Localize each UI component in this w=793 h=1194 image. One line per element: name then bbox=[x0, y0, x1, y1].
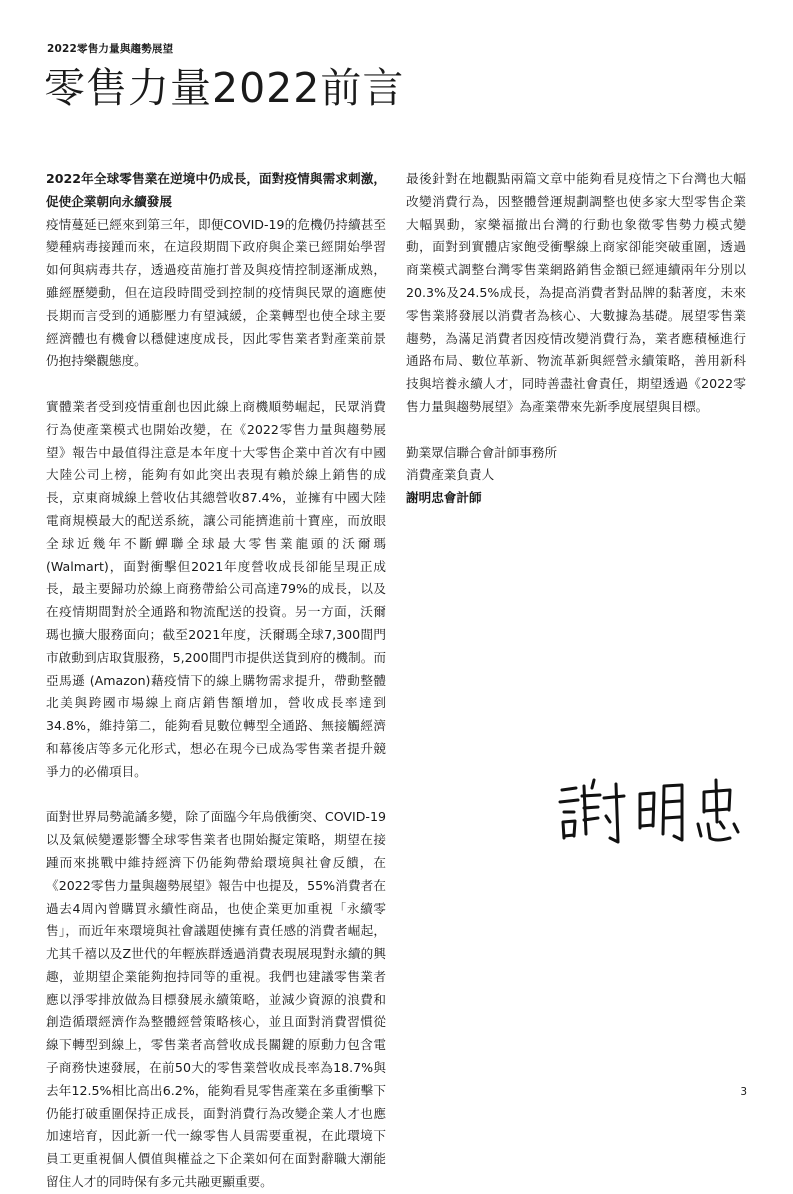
paragraph-3: 面對世界局勢詭譎多變，除了面臨今年烏俄衝突、COVID-19以及氣候變遷影響全球零售業者也開始擬定策略，期望在接踵而來挑戰中維持經濟下仍能夠帶給環境與社會反饋，在《2022零售力量與趨勢展望》報告中也提及，55%消費者在過去4周內曾購買永續性商品，也使企業更加重視「永續零售」，而近年來環境與社會議題使擁有責任感的消費者崛起，尤其千禧以及Z世代的年輕族群透過消費表現展現對永續的興趣，並期望企業能夠抱持同等的重視。我們也建議零售業者應以淨零排放做為目標發展永續策略，並減少資源的浪費和創造循環經濟作為整體經營策略核心，並且面對消費習慣從線下轉型到線上，零售業者高營收成長關鍵的原動力包含電子商務快速發展，在前50大的零售業營收成長率為18.7%與去年12.5%相比高出6.2%，能夠看見零售產業在多重衝擊下仍能打破重圍保持正成長，面對消費行為改變企業人才也應加速培育，因此新一代一線零售人員需要重視，在此環境下員工更重視個人價值與權益之下企業如何在面對辭職大潮能留住人才的同時保有多元共融更顯重要。 bbox=[46, 809, 386, 1190]
signer-name: 謝明忠會計師 bbox=[406, 490, 482, 506]
paragraph-4: 最後針對在地觀點兩篇文章中能夠看見疫情之下台灣也大幅改變消費行為，因整體營運規劃調整也使多家大型零售企業大幅異動，家樂福撤出台灣的行動也象徵零售勢力模式變動，面對到實體店家飽受衝擊線上商家卻能突破重圍，透過商業模式調整台灣零售業網路銷售金額已經連續兩年分別以20.3%及24.5%成長，為提高消費者對品牌的黏著度，未來零售業將發展以消費者為核心、大數據為基礎。展望零售業趨勢，為滿足消費者因疫情改變消費行為，業者應積極進行通路布局、數位革新、物流革新與經營永續策略，善用新科技與培養永續人才，同時善盡社會責任，期望透過《2022零售力量與趨勢展望》為產業帶來先新季度展望與目標。 bbox=[406, 171, 746, 414]
firm-name: 勤業眾信聯合會計師事務所 bbox=[406, 444, 558, 460]
page-title: 零售力量2022前言 bbox=[44, 64, 405, 112]
page-number: 3 bbox=[740, 1086, 747, 1098]
lead-heading: 2022年全球零售業在逆境中仍成長，面對疫情與需求刺激，促使企業朝向永續發展 bbox=[46, 171, 386, 209]
signature-block bbox=[406, 442, 746, 510]
text-column-right bbox=[406, 168, 746, 510]
running-header: 2022零售力量與趨勢展望 bbox=[47, 43, 174, 55]
paragraph-1: 疫情蔓延已經來到第三年，即便COVID-19的危機仍持續甚至變種病毒接踵而來，在這段期間下政府與企業已經開始學習如何與病毒共存，透過疫苗施打普及與疫情控制逐漸成熟，雖經歷變動，但在這段時間受到控制的疫情與民眾的適應使長期而言受到的通膨壓力有望減緩，企業轉型也使全球主要經濟體也有機會以穩健速度成長，因此零售業者對產業前景仍抱持樂觀態度。 bbox=[46, 216, 386, 369]
text-column-left bbox=[46, 168, 386, 1194]
paragraph-2: 實體業者受到疫情重創也因此線上商機順勢崛起，民眾消費行為使產業模式也開始改變，在《2022零售力量與趨勢展望》報告中最值得注意是本年度十大零售企業中首次有中國大陸公司上榜，能夠有如此突出表現有賴於線上銷售的成長，京東商城線上營收佔其總營收87.4%，並擁有中國大陸電商規模最大的配送系統，讓公司能擠進前十寶座，而放眼全球近幾年不斷蟬聯全球最大零售業龍頭的沃爾瑪 (Walmart)，面對衝擊但2021年度營收成長卻能呈現正成長，最主要歸功於線上商務帶給公司高達79%的成長，以及在疫情期間對於全通路和物流配送的投資。另一方面，沃爾瑪也擴大服務面向；截至2021年度，沃爾瑪全球7,300間門市啟動到店取貨服務，5,200間門市提供送貨到府的機制。而亞馬遜 (Amazon)藉疫情下的線上購物需求提升，帶動整體北美與跨國市場線上商店銷售額增加，營收成長率達到34.8%，維持第二，能夠看見數位轉型全通路、無接觸經濟和幕後店等多元化形式，想必在現今已成為零售業者提升競爭力的必備項目。 bbox=[46, 398, 386, 779]
signer-role: 消費產業負責人 bbox=[406, 467, 495, 483]
handwritten-signature bbox=[548, 768, 748, 848]
